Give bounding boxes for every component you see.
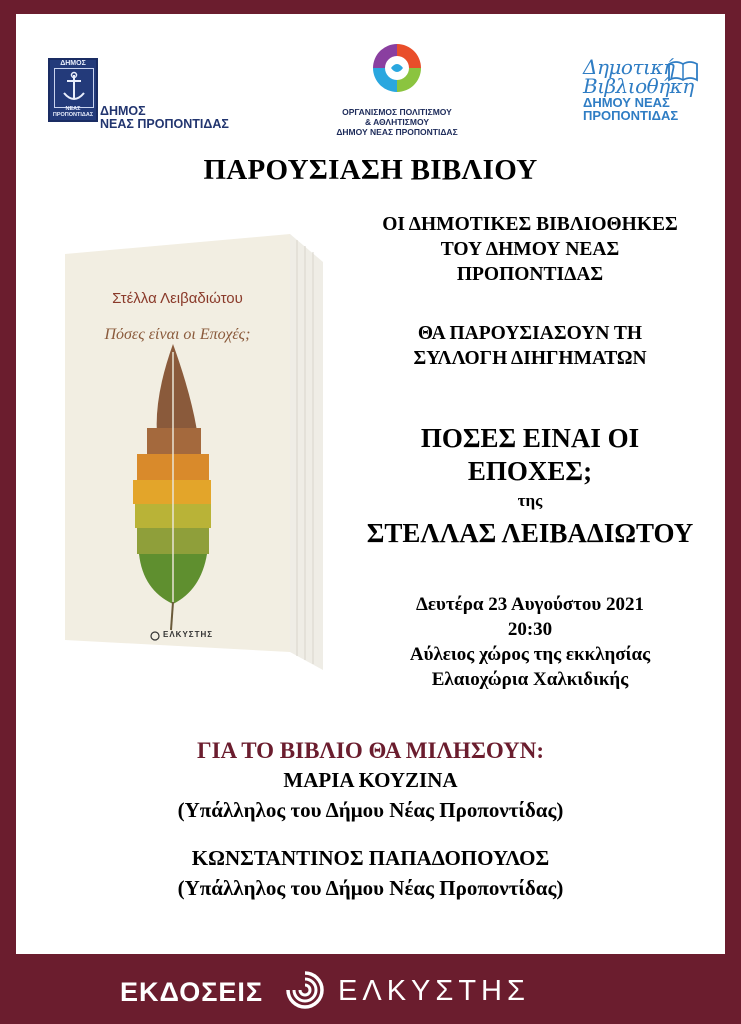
speaker-name: ΚΩΝΣΤΑΝΤΙΝΟΣ ΠΑΠΑΔΟΠΟΥΛΟΣ bbox=[191, 846, 550, 870]
cover-author: Στέλλα Λειβαδιώτου bbox=[112, 290, 243, 307]
library-logo bbox=[583, 55, 703, 123]
dimos-logo bbox=[48, 58, 248, 138]
book-title-line2: ΕΠΟΧΕΣ; bbox=[467, 456, 593, 486]
speaker-role: (Υπάλληλος του Δήμου Νέας Προποντίδας) bbox=[177, 798, 564, 822]
publisher-label: ΕΚΔΟΣΕΙΣ bbox=[120, 977, 264, 1007]
intro-line2: ΤΟΥ ΔΗΜΟΥ ΝΕΑΣ bbox=[440, 239, 620, 260]
event-details bbox=[340, 592, 720, 692]
dimos-name-line2: ΝΕΑΣ ΠΡΟΠΟΝΤΙΔΑΣ bbox=[100, 117, 229, 131]
library-name-line2: Βιβλιοθήκη bbox=[583, 74, 694, 98]
dimos-emblem-top-text: ΔΗΜΟΣ bbox=[60, 60, 86, 67]
presentation-line1: ΘΑ ΠΑΡΟΥΣΙΑΣΟΥΝ ΤΗ bbox=[417, 323, 643, 344]
organization-name bbox=[322, 107, 472, 137]
book-cover bbox=[65, 232, 330, 672]
library-name-line4: ΠΡΟΠΟΝΤΙΔΑΣ bbox=[583, 108, 679, 123]
presentation-text bbox=[340, 321, 720, 371]
book-title-line1: ΠΟΣΕΣ ΕΙΝΑΙ ΟΙ bbox=[420, 423, 640, 453]
library-name-line3: ΔΗΜΟΥ ΝΕΑΣ bbox=[583, 95, 670, 110]
swirl-icon bbox=[369, 40, 425, 96]
event-time: 20:30 bbox=[507, 619, 553, 640]
dimos-name bbox=[100, 105, 229, 131]
organization-name-line2: & ΑΘΛΗΤΙΣΜΟΥ bbox=[364, 117, 430, 127]
library-name-line1: Δημοτική bbox=[583, 55, 675, 79]
intro-text bbox=[340, 212, 720, 287]
dimos-emblem-bottom-text: ΝΕΑΣ ΠΡΟΠΟΝΤΙΔΑΣ bbox=[52, 106, 94, 118]
publisher-brand: ΕΛΚΥΣΤΗΣ bbox=[338, 975, 530, 1007]
anchor-icon bbox=[55, 69, 93, 107]
cover-title: Πόσες είναι οι Εποχές; bbox=[104, 326, 251, 343]
open-book-icon bbox=[667, 60, 699, 82]
organization-name-line3: ΔΗΜΟΥ ΝΕΑΣ ΠΡΟΠΟΝΤΙΔΑΣ bbox=[336, 127, 458, 137]
intro-line3: ΠΡΟΠΟΝΤΙΔΑΣ bbox=[456, 264, 604, 285]
book-byline: της bbox=[517, 491, 543, 510]
organization-logo bbox=[322, 40, 472, 137]
event-place-line1: Αύλειος χώρος της εκκλησίας bbox=[409, 644, 651, 665]
organization-name-line1: ΟΡΓΑΝΙΣΜΟΣ ΠΟΛΙΤΙΣΜΟΥ bbox=[342, 107, 452, 117]
page-title: ΠΑΡΟΥΣΙΑΣΗ ΒΙΒΛΙΟΥ bbox=[203, 154, 538, 186]
event-place-line2: Ελαιοχώρια Χαλκιδικής bbox=[431, 669, 629, 690]
dimos-name-line1: ΔΗΜΟΣ bbox=[100, 104, 146, 118]
presentation-line2: ΣΥΛΛΟΓΗ ΔΙΗΓΗΜΑΤΩΝ bbox=[413, 348, 647, 369]
speaker-name: ΜΑΡΙΑ ΚΟΥΖΙΝΑ bbox=[283, 768, 458, 792]
speaker-role: (Υπάλληλος του Δήμου Νέας Προποντίδας) bbox=[177, 876, 564, 900]
speakers-heading: ΓΙΑ ΤΟ ΒΙΒΛΙΟ ΘΑ ΜΙΛΗΣΟΥΝ: bbox=[196, 738, 545, 763]
publisher-footer bbox=[0, 960, 741, 1020]
intro-line1: ΟΙ ΔΗΜΟΤΙΚΕΣ ΒΙΒΛΙΟΘΗΚΕΣ bbox=[382, 214, 678, 235]
cover-publisher: ΕΛΚΥΣΤΗΣ bbox=[163, 630, 214, 639]
publisher-logo-icon bbox=[282, 967, 328, 1013]
event-date: Δευτέρα 23 Αυγούστου 2021 bbox=[415, 594, 645, 615]
book-title bbox=[340, 422, 720, 488]
dimos-emblem bbox=[48, 58, 98, 122]
book-author: ΣΤΕΛΛΑΣ ΛΕΙΒΑΔΙΩΤΟΥ bbox=[366, 518, 694, 548]
emblem-frame bbox=[54, 68, 94, 108]
speakers-section bbox=[0, 737, 741, 903]
